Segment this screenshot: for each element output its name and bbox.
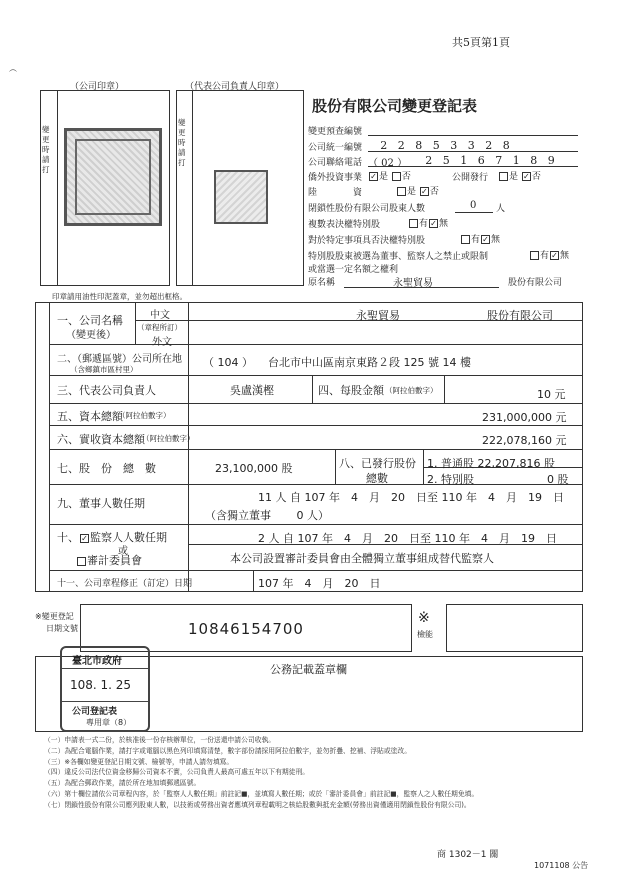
prereview-label: 變更預查編號 xyxy=(308,127,363,137)
note-6: （六）第十欄位請依公司章程內容，於「監察人人數任期」前註記■，並填寫人數任期；或於「審計委員會」前註記■，監察人之人數任期免填。 xyxy=(44,789,479,798)
paid-in-capital: 222,078,160 元 xyxy=(482,434,567,447)
r8-label: 八、已發行股份 xyxy=(339,457,416,470)
r1-foreign-note: （章程所訂） xyxy=(137,323,182,332)
r10-or: 或 xyxy=(118,546,128,557)
company-name: 永聖貿易 xyxy=(356,309,400,322)
notes xyxy=(44,735,589,811)
total-shares: 23,100,000 股 xyxy=(215,462,293,475)
independent-directors: （含獨立董事 0 人） xyxy=(205,509,329,522)
special-no-checkbox[interactable]: ✓ xyxy=(551,251,558,260)
filing-label-2: 日期文號 xyxy=(46,624,78,633)
rep-seal-side-label: 變更時請打 xyxy=(178,118,186,167)
seal-instruction: 印章請用油性印泥蓋章，並勿超出框格。 xyxy=(52,292,187,301)
city-seal xyxy=(60,646,150,732)
filing-number: 10846154700 xyxy=(188,620,304,638)
orig-name-value: 永聖貿易 xyxy=(393,278,433,289)
seal-date: 108. 1. 25 xyxy=(70,678,132,692)
r1-label: 一、公司名稱 xyxy=(57,314,123,327)
seal-bottom: 公司登記表 xyxy=(72,707,118,717)
reviewer-label: 檢能 xyxy=(417,630,433,639)
r1-zh-label: 中文 xyxy=(150,310,170,321)
filing-label-1: ※變更登記 xyxy=(35,612,74,621)
foreign-no-checkbox[interactable] xyxy=(392,172,401,181)
foreign-options: ✓ 是 否 xyxy=(370,172,411,182)
multi-vote-yes-checkbox[interactable] xyxy=(409,219,418,228)
r1-sub-label: （變更後） xyxy=(66,330,116,341)
orig-name-suffix: 股份有限公司 xyxy=(508,278,563,288)
common-shares: 1. 普通股 22,207,816 股 xyxy=(427,457,555,470)
closely-held-label: 閉鎖性股份有限公司股東人數 xyxy=(308,204,426,214)
audit-committee-text: 本公司設置審計委員會由全體獨立董事組成替代監察人 xyxy=(230,552,494,565)
r1-foreign-label: 外文 xyxy=(152,337,172,348)
company-seal-label: （公司印章） xyxy=(70,82,125,92)
r5-label: 五、資本總額 xyxy=(57,410,123,423)
r3-label: 三、代表公司負責人 xyxy=(57,384,156,397)
note-7: （七）閉鎖性股份有限公司應列股東人數，以技術或勞務出資者應填列章程載明之核給股數與抵充金額(勞務出資僅適用閉鎖性股份有限公司)。 xyxy=(44,800,471,809)
reviewer-box xyxy=(446,604,583,652)
r8-sub-label: 總數 xyxy=(366,472,388,485)
seal-sub: 專用章（8） xyxy=(86,718,132,727)
foreign-label: 僑外投資事業 xyxy=(308,173,363,183)
multi-vote-options: 有 ✓ 無 xyxy=(408,216,448,229)
special-share-label: 特別股股東被選為董事、監察人之禁止或限制 xyxy=(308,252,489,262)
closely-held-count: 0 xyxy=(470,200,477,211)
page-count: 共5頁第1頁 xyxy=(452,36,510,49)
company-seal-side-label: 變更時請打 xyxy=(42,125,50,174)
supervisors-term: 2 人 自 107 年 4 月 20 日至 110 年 4 月 19 日 xyxy=(258,532,557,545)
special-share-options: 有 ✓ 無 xyxy=(529,248,569,261)
orig-name-label: 原名稱 xyxy=(308,278,336,288)
note-2: （二）為配合電腦作業，請打字或電腦以黑色列印填寫清楚，數字部份請採用阿拉伯數字，並勿折疊、挖補、浮貼或塗改。 xyxy=(44,746,412,755)
special-share-label-2: 或當選一定名額之權利 xyxy=(308,265,399,275)
rep-seal-stamp xyxy=(214,170,268,224)
announcement-code: 1071108 公告 xyxy=(534,861,589,870)
form-title: 股份有限公司變更登記表 xyxy=(312,97,478,115)
note-4: （四）違反公司法代位資金移歸公司資本不實，公司負責人最高可處五年以下有期徒刑。 xyxy=(44,768,310,777)
mainland-no-checkbox[interactable]: ✓ xyxy=(421,187,428,196)
veto-options: 有 ✓ 無 xyxy=(460,232,500,245)
company-address: 台北市中山區南京東路２段 125 號 14 樓 xyxy=(268,356,471,369)
note-3: （三）※各欄如變更登記日期文號、檢號等，申請人請勿填寫。 xyxy=(44,757,234,766)
representative-name: 吳盧漢樫 xyxy=(230,384,274,397)
r5-note: （阿拉伯數字） xyxy=(118,411,171,420)
r4-note: （阿拉伯數字） xyxy=(385,386,438,395)
r2-sub-label: （含鄉鎮市區村里） xyxy=(70,365,138,374)
closely-held-unit: 人 xyxy=(496,204,506,214)
ubn-label: 公司統一編號 xyxy=(308,143,363,153)
r7-label: 七、股 份 總 數 xyxy=(57,462,156,475)
articles-date: 107 年 4 月 20 日 xyxy=(258,577,381,590)
directors-term: 11 人 自 107 年 4 月 20 日至 110 年 4 月 19 日 xyxy=(258,491,564,504)
postal-code: （ 104 ） xyxy=(203,356,253,369)
r2-label: 二、（郵遞區號）公司所在地 xyxy=(57,354,182,365)
public-label: 公開發行 xyxy=(452,173,489,183)
phone-digits: 2 5 1 6 7 1 8 9 xyxy=(425,154,555,167)
total-capital: 231,000,000 元 xyxy=(482,411,567,424)
multi-vote-no-checkbox[interactable]: ✓ xyxy=(430,219,437,228)
multi-vote-label: 複數表決權特別股 xyxy=(308,220,381,230)
supervisor-checkbox[interactable]: ✓ xyxy=(81,533,88,543)
form-number: 商 1302－1 關 xyxy=(437,850,499,860)
foreign-yes-checkbox[interactable]: ✓ xyxy=(370,172,377,181)
official-title: 公務記載蓋章欄 xyxy=(270,663,347,676)
public-yes-checkbox[interactable] xyxy=(499,172,508,181)
preferred-shares-label: 2. 特別股 xyxy=(427,473,474,486)
r9-label: 九、董事人數任期 xyxy=(57,497,145,510)
filing-mark: ※ xyxy=(418,610,430,626)
audit-committee-checkbox[interactable] xyxy=(77,557,86,566)
ubn-digits: 2 2 8 5 3 3 2 8 xyxy=(380,139,510,152)
public-options: 是 ✓ 否 xyxy=(498,169,541,182)
rep-seal-label: （代表公司負責人印章） xyxy=(185,82,285,92)
r4-label: 四、每股金額 xyxy=(318,384,384,397)
company-name-suffix: 股份有限公司 xyxy=(487,309,553,322)
side-mark: ︵ xyxy=(9,64,17,73)
phone-label: 公司聯絡電話 xyxy=(308,158,363,168)
note-1: （一）申請表一式二份，於核准後一份存核辦單位，一份送還申請公司收執。 xyxy=(44,736,276,744)
note-5: （五）為配合郵政作業，請於所在地加填郵遞區號。 xyxy=(44,779,201,788)
veto-no-checkbox[interactable]: ✓ xyxy=(482,235,489,244)
company-seal-stamp xyxy=(64,128,162,226)
veto-label: 對於特定事項具否決權特別股 xyxy=(308,236,426,246)
veto-yes-checkbox[interactable] xyxy=(461,235,470,244)
mainland-options: 是 ✓ 否 xyxy=(396,184,439,197)
r10-label: 十、 ✓ 監察人人數任期 xyxy=(57,531,167,544)
r11-label: 十一、公司章程修正（訂定）日期 xyxy=(57,579,193,589)
city-seal-top: 臺北市政府 xyxy=(72,656,122,667)
special-yes-checkbox[interactable] xyxy=(530,251,539,260)
public-no-checkbox[interactable]: ✓ xyxy=(523,172,530,181)
par-value: 10 元 xyxy=(537,388,566,401)
mainland-yes-checkbox[interactable] xyxy=(397,187,406,196)
r10-audit-option: 審計委員會 xyxy=(76,552,142,568)
mainland-label: 陸 資 xyxy=(308,188,363,198)
r6-label: 六、實收資本總額 xyxy=(57,433,145,446)
preferred-shares: 0 股 xyxy=(547,473,569,486)
r6-note: （阿拉伯數字） xyxy=(142,434,195,443)
phone-area: （ 02 ） xyxy=(368,158,408,169)
